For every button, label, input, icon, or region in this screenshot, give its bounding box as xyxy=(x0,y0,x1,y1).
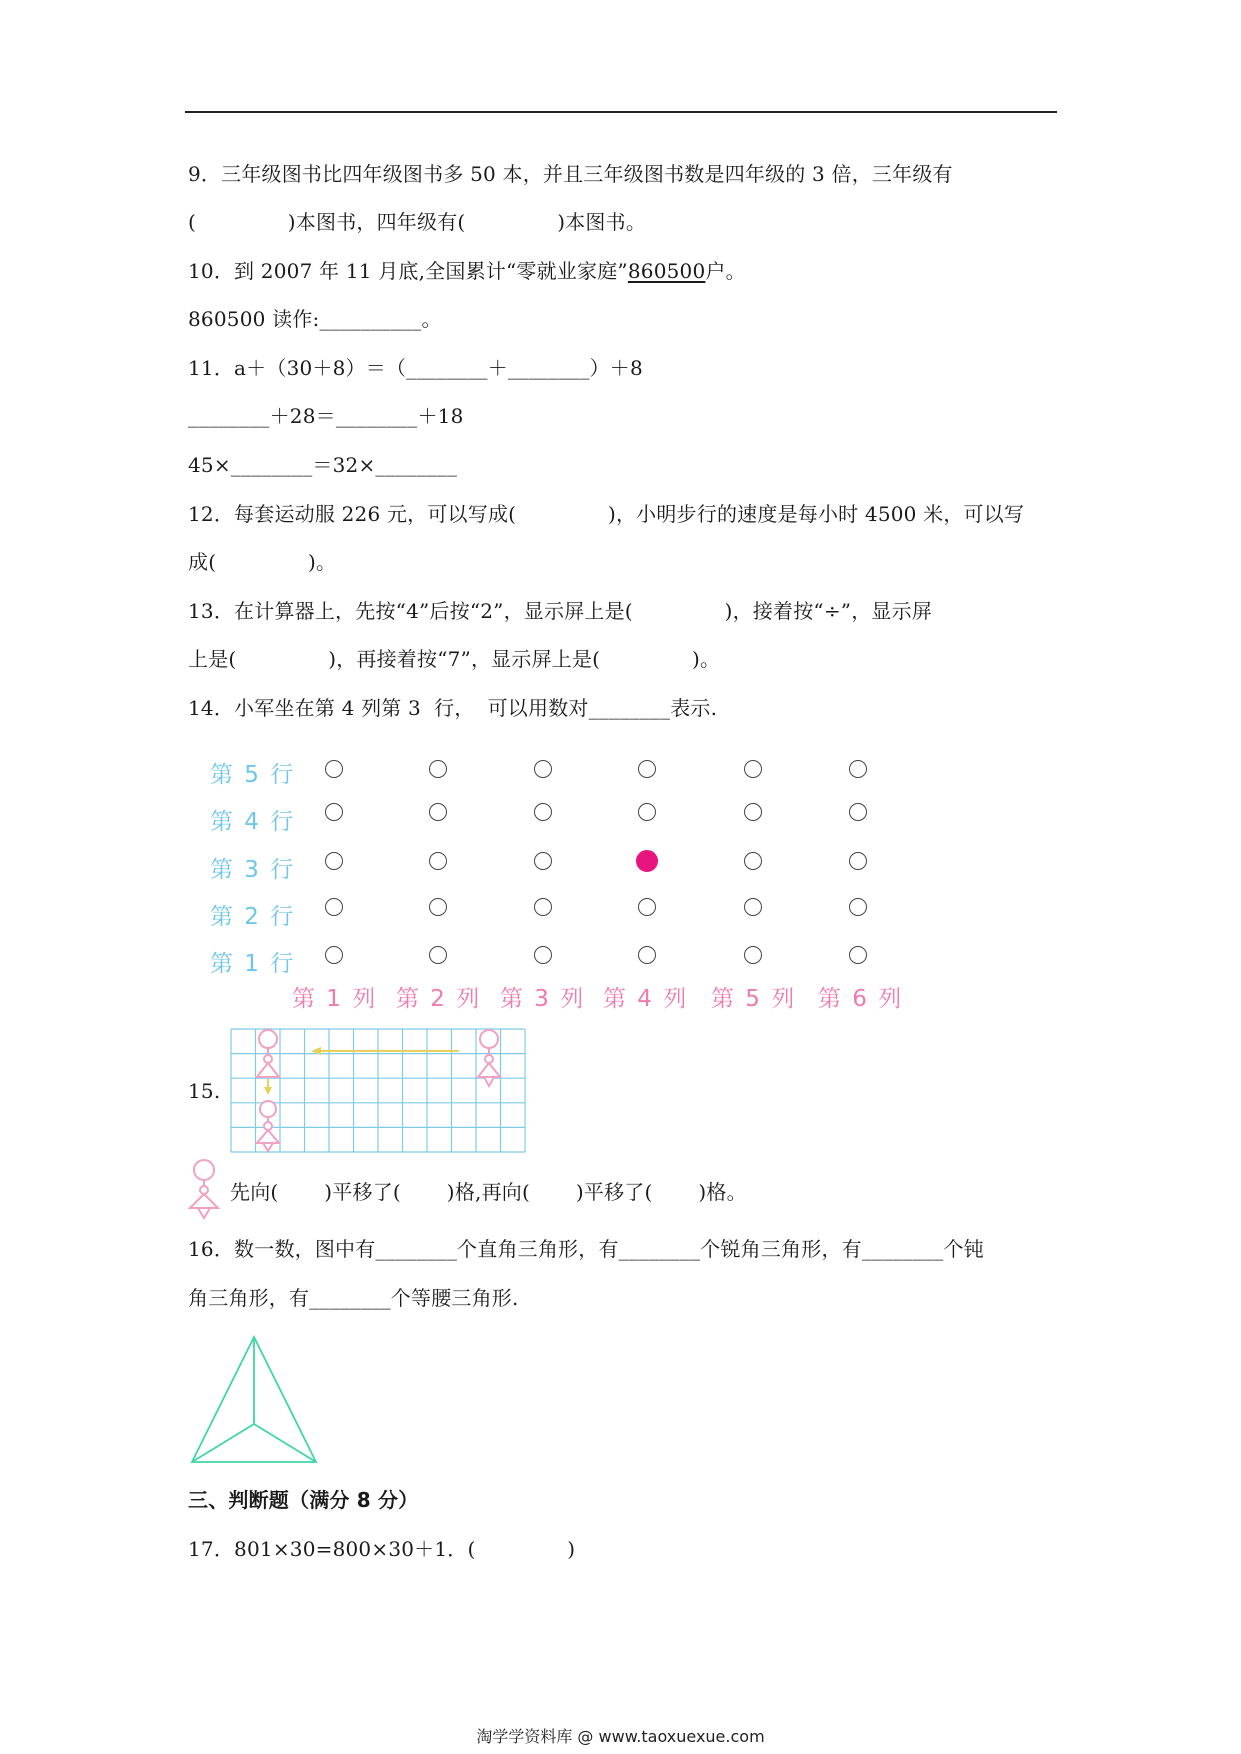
seat-dot xyxy=(429,946,447,964)
translation-grid xyxy=(231,1029,527,1153)
seat-dot xyxy=(325,946,343,964)
seat-dot xyxy=(849,898,867,916)
seat-dot xyxy=(638,760,656,778)
q15-number: 15. xyxy=(188,1079,221,1103)
seat-dot xyxy=(534,852,552,870)
seat-dot xyxy=(638,803,656,821)
q13-line2: 上是( )，再接着按“7”，显示屏上是( )。 xyxy=(188,647,721,671)
q10-line1 xyxy=(188,257,746,285)
seat-dot xyxy=(534,898,552,916)
seat-dot xyxy=(849,760,867,778)
seat-dot xyxy=(429,803,447,821)
seat-dot xyxy=(325,852,343,870)
q16-line2: 角三角形，有________个等腰三角形. xyxy=(188,1286,519,1310)
q12-line2: 成( )。 xyxy=(188,550,337,574)
top-rule xyxy=(185,111,1057,113)
q14-line1: 14．小军坐在第 4 列第 3 行， 可以用数对________表示. xyxy=(188,696,718,720)
q11-line3: 45×________＝32×________ xyxy=(188,453,458,477)
seat-dot xyxy=(638,946,656,964)
seat-dot xyxy=(638,898,656,916)
q10-line2: 860500 读作:__________。 xyxy=(188,307,442,331)
row-label-4: 第 4 行 xyxy=(210,809,296,835)
row-label-3: 第 3 行 xyxy=(210,857,296,883)
col-label-5: 第 5 列 xyxy=(711,986,797,1012)
seat-dot xyxy=(849,946,867,964)
footer-watermark: 淘学学资料库 @ www.taoxuexue.com xyxy=(476,1727,765,1746)
seat-dot xyxy=(744,803,762,821)
q10-text-pre: 10．到 2007 年 11 月底,全国累计“零就业家庭” xyxy=(188,259,628,283)
seat-dot xyxy=(534,760,552,778)
col-label-3: 第 3 列 xyxy=(500,986,586,1012)
section-3-title: 三、判断题（满分 8 分） xyxy=(188,1488,419,1512)
col-label-6: 第 6 列 xyxy=(818,986,904,1012)
seat-dot xyxy=(744,898,762,916)
seat-dot xyxy=(534,946,552,964)
figure-icon xyxy=(187,1159,221,1219)
seat-dot xyxy=(744,946,762,964)
seat-dot xyxy=(325,898,343,916)
row-label-2: 第 2 行 xyxy=(210,904,296,930)
q15-text: 先向( )平移了( )格,再向( )平移了( )格。 xyxy=(230,1180,747,1204)
triangle-figure xyxy=(188,1335,324,1465)
seat-dot xyxy=(849,803,867,821)
col-label-1: 第 1 列 xyxy=(292,986,378,1012)
seat-dot xyxy=(429,760,447,778)
row-label-1: 第 1 行 xyxy=(210,951,296,977)
q9-line1: 9．三年级图书比四年级图书多 50 本，并且三年级图书数是四年级的 3 倍，三年级有 xyxy=(188,162,953,186)
q12-line1: 12．每套运动服 226 元，可以写成( )，小明步行的速度是每小时 4500 米，可以写 xyxy=(188,502,1025,526)
q11-line2: ________＋28＝________＋18 xyxy=(188,404,464,428)
seat-dot xyxy=(744,852,762,870)
arrow-down-head xyxy=(264,1087,272,1095)
q10-text-post: 户。 xyxy=(705,259,746,283)
seat-dot xyxy=(849,852,867,870)
q16-line1: 16．数一数，图中有________个直角三角形，有________个锐角三角形，有________个钝 xyxy=(188,1237,984,1261)
seat-dot xyxy=(429,898,447,916)
col-label-4: 第 4 列 xyxy=(603,986,689,1012)
col-label-2: 第 2 列 xyxy=(396,986,482,1012)
q11-line1: 11．a＋（30＋8）＝（________＋________）＋8 xyxy=(188,356,643,380)
q13-line1: 13．在计算器上，先按“4”后按“2”，显示屏上是( )，接着按“÷”，显示屏 xyxy=(188,599,933,623)
seat-dot xyxy=(429,852,447,870)
row-label-5: 第 5 行 xyxy=(210,762,296,788)
seat-dot xyxy=(744,760,762,778)
q17-line1: 17．801×30=800×30＋1．( ) xyxy=(188,1537,576,1561)
seat-dot-occupied xyxy=(636,850,658,872)
figure-start xyxy=(478,1030,500,1086)
figure-end xyxy=(257,1101,279,1151)
seat-dot xyxy=(325,803,343,821)
q10-underlined-number: 860500 xyxy=(627,259,706,283)
seat-dot xyxy=(325,760,343,778)
seat-dot xyxy=(534,803,552,821)
q9-line2: ( )本图书，四年级有( )本图书。 xyxy=(188,210,647,234)
